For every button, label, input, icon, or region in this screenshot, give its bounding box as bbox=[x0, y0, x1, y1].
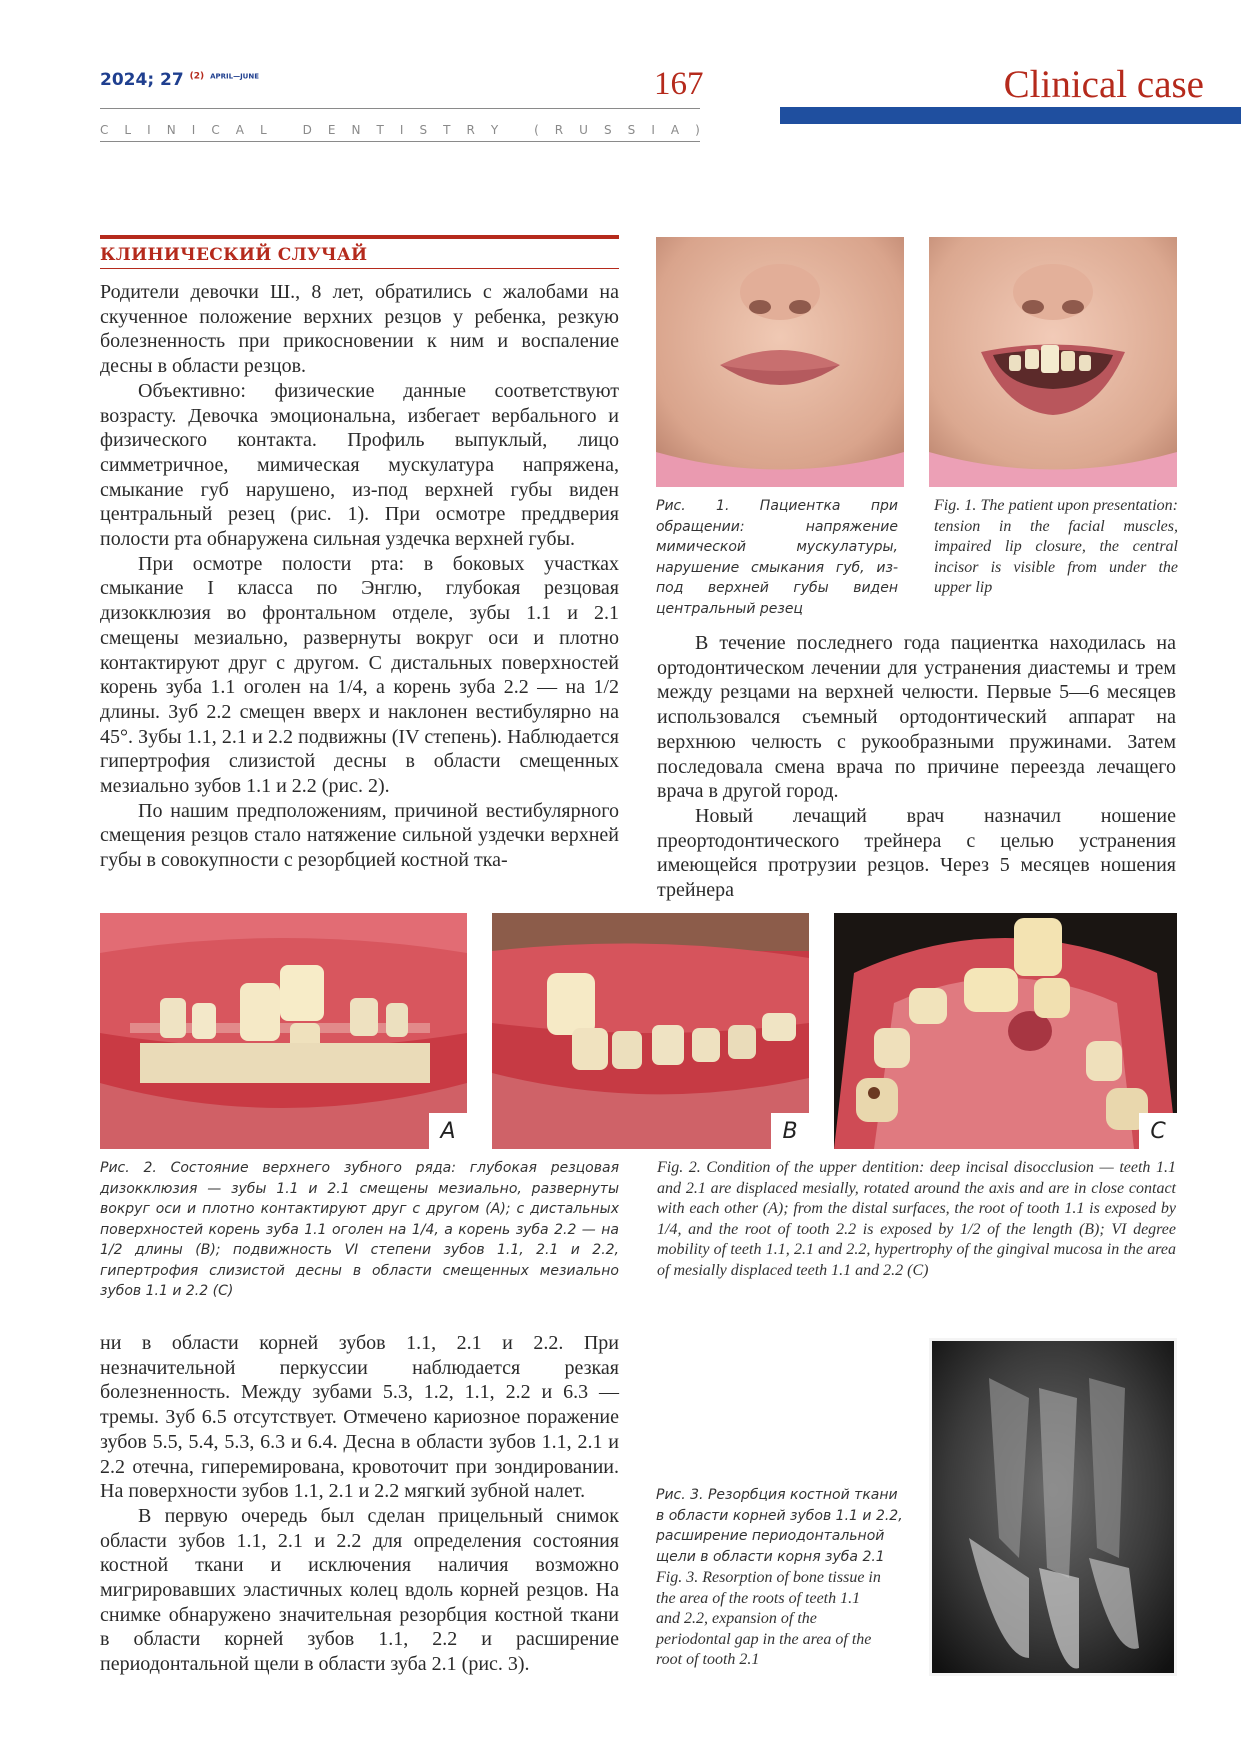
fig2-photo-a bbox=[100, 913, 467, 1149]
journal-letter: C bbox=[211, 123, 220, 137]
fig2-label-a: A bbox=[429, 1113, 467, 1149]
journal-letter: S bbox=[627, 123, 636, 137]
paragraph: При осмотре полости рта: в боковых участках смыкание I класса по Энглю, глубокая резцовая дизокклюзия во фронтальном отделе, зубы 1.1 и 2.1 смещены мезиально, развернуты вокруг оси и плотно контактируют друг с другом. С дистальных поверхностей корень зуба 1.1 оголен на 1/4, а корень зуба 2.2 — на 1/2 длины. Зуб 2.2 смещен вверх и наклонен вестибулярно на 45°. Зубы 1.1, 2.1 и 2.2 подвижны (IV степень). Наблюдается гипертрофия слизистой десны в области смещенных мезиально зубов 1.1 и 2.2 (рис. 2). bbox=[100, 552, 619, 798]
header-rule-top bbox=[100, 108, 700, 109]
header-rule-bottom bbox=[100, 141, 700, 142]
fig1-photo-smile bbox=[929, 237, 1177, 487]
heading-rule-bottom bbox=[100, 268, 619, 269]
paragraph: Родители девочки Ш., 8 лет, обратились с жалобами на скученное положение верхних резцов у ребенка, резкую болезненность при прикосновении к ним и воспаление десны в области резцов. bbox=[100, 281, 619, 378]
journal-letter: I bbox=[147, 123, 151, 137]
heading-rule-top bbox=[100, 235, 619, 239]
header-accent-bar bbox=[780, 107, 1241, 124]
fig2-caption-ru: Рис. 2. Состояние верхнего зубного ряда: глубокая резцовая дизокклюзия — зубы 1.1 и 2.1 смещены мезиально, развернуты вокруг оси и плотно контактируют друг с другом (A); с дистальных поверхностей корень зуба 1.1 оголен на 1/4, а корень зуба 2.2 — на 1/2 длины (B); подвижность VI степени зубов 1.1, 2.1 и 2.2, гипертрофия слизистой десны в области смещенных мезиально зубов 1.1 и 2.2 (C) bbox=[100, 1160, 619, 1299]
paragraph: Объективно: физические данные соответствуют возрасту. Девочка эмоциональна, избегает вербального и физического контакта. Профиль выпуклый, лицо симметричное, мимическая мускулатура напряжена, смыкание губ нарушено, из-под верхней губы виден центральный резец (рис. 1). При осмотре преддверия полости рта обнаружена сильная уздечка верхней губы. bbox=[100, 379, 619, 551]
journal-letter: U bbox=[579, 123, 588, 137]
fig2-caption-en: Fig. 2. Condition of the upper dentition: deep incisal disocclusion — teeth 1.1 and 2.1 are displaced mesially, rotated around the axis and are in close contact with each other (A); from the distal surfaces, the root of tooth 1.1 is exposed by 1/4, and the root of tooth 2.2 is exposed by 1/2 of the length (B); VI degree mobility of teeth 1.1, 2.1 and 2.2, hypertrophy of the gingival mucosa in the area of mesially displaced teeth 1.1 and 2.2 (C) bbox=[657, 1159, 1176, 1279]
issue-info bbox=[100, 70, 259, 90]
fig2-photo-c bbox=[834, 913, 1177, 1149]
journal-letter bbox=[283, 123, 287, 137]
body-column-right-top bbox=[657, 631, 1176, 903]
journal-letter: S bbox=[604, 123, 612, 137]
journal-letter: N bbox=[166, 123, 176, 137]
paragraph: ни в области корней зубов 1.1, 2.1 и 2.2. При незначительной перкуссии наблюдается резкая болезненность. Между зубами 5.3, 1.2, 1.1, 2.2 и 6.3 — тремы. Зуб 6.5 отсутствует. Отмечено кариозное поражение зубов 5.5, 5.4, 5.3, 6.3 и 6.4. Десна в области зубов 1.1, 2.1 и 2.2 отечна, гиперемирована, кровоточит при зондировании. На поверхности зубов 1.1, 2.1 и 2.2 мягкий зубной налет. bbox=[100, 1332, 619, 1503]
journal-letter: E bbox=[327, 123, 336, 137]
fig2-label-b: B bbox=[771, 1113, 809, 1149]
journal-letter: ) bbox=[695, 123, 700, 137]
body-column-left-bottom bbox=[100, 1331, 619, 1677]
fig3-caption-ru: Рис. 3. Резорбция костной ткани в области корней зубов 1.1 и 2.2, расширение периодонтальной щели в области корня зуба 2.1 bbox=[656, 1487, 903, 1565]
journal-letter: N bbox=[351, 123, 361, 137]
page-number: 167 bbox=[654, 66, 704, 102]
journal-letter: A bbox=[670, 123, 680, 137]
paragraph: В течение последнего года пациентка находилась на ортодонтическом лечении для устранения диастемы и трем между резцами на верхней челюсти. Первые 5—6 месяцев использовался съемный ортодонтический аппарат на верхнюю челюсть с рукообразными пружинами. Затем последовала смена врача по причине переезда лечащего врача в другой город. bbox=[657, 632, 1176, 803]
journal-letter: L bbox=[124, 123, 132, 137]
article-heading: КЛИНИЧЕСКИЙ СЛУЧАЙ bbox=[100, 245, 368, 265]
paragraph: По нашим предположениям, причиной вестибулярного смещения резцов стало натяжение сильной уздечки верхней губы в совокупности с резорбцией костной тка- bbox=[100, 799, 619, 872]
paragraph: Новый лечащий врач назначил ношение преортодонтического трейнера с целью устранения имеющейся протрузии резцов. Через 5 месяцев ношения трейнера bbox=[657, 804, 1176, 902]
fig3-caption-en: Fig. 3. Resorption of bone tissue in the area of the roots of teeth 1.1 and 2.2, expansion of the periodontal gap in the area of the root of tooth 2.1 bbox=[656, 1569, 881, 1668]
issue-number: (2) bbox=[189, 71, 205, 82]
journal-letter: I bbox=[399, 123, 404, 137]
journal-letter: D bbox=[302, 123, 312, 137]
journal-letter bbox=[514, 123, 518, 137]
journal-letter: R bbox=[466, 123, 475, 137]
fig1-caption-en: Fig. 1. The patient upon presentation: tension in the facial muscles, impaired lip closure, the central incisor is visible from under the upper lip bbox=[934, 497, 1178, 596]
fig2-label-c: C bbox=[1139, 1113, 1177, 1149]
issue-volume: 27 bbox=[160, 70, 184, 90]
journal-letter: S bbox=[419, 123, 428, 137]
journal-letter: L bbox=[259, 123, 267, 137]
journal-letter: ( bbox=[534, 123, 539, 137]
journal-letter: C bbox=[100, 123, 109, 137]
paragraph: В первую очередь был сделан прицельный снимок области зубов 1.1, 2.1 и 2.2 для определения состояния костной ткани и исключения наличия возможно мигрировавших эластичных колец вдоль корней резцов. На снимке обнаружено значительная резорбция костной ткани в области корней зубов 1.1, 2.2 и расширение периодонтальной щели в области зуба 2.1 (рис. 3). bbox=[100, 1504, 619, 1676]
issue-months: APRIL—JUNE bbox=[210, 72, 259, 81]
journal-letter: I bbox=[191, 123, 196, 137]
issue-year: 2024; bbox=[100, 70, 155, 90]
journal-letter: I bbox=[651, 123, 655, 137]
journal-name bbox=[100, 123, 700, 137]
fig1-photo-closed-lips bbox=[656, 237, 904, 487]
fig1-caption-ru: Рис. 1. Пациентка при обращении: напряжение мимической мускулатуры, нарушение смыкания губ, из-под верхней губы виден центральный резец bbox=[656, 498, 898, 617]
journal-letter: A bbox=[235, 123, 244, 137]
fig2-photo-b bbox=[492, 913, 809, 1149]
journal-letter: T bbox=[443, 123, 451, 137]
fig3-xray-image bbox=[929, 1338, 1177, 1676]
section-title: Clinical case bbox=[1003, 63, 1204, 106]
body-column-left-top bbox=[100, 280, 619, 873]
journal-letter: Y bbox=[490, 123, 499, 137]
journal-letter: R bbox=[554, 123, 564, 137]
journal-letter: T bbox=[376, 123, 384, 137]
